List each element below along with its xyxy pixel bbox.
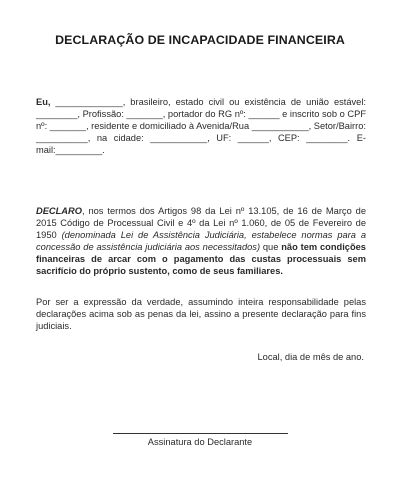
- declaration-paragraph: [36, 205, 366, 278]
- declaration-text-2: que: [260, 242, 282, 253]
- place-date: Local, dia de mês de ano.: [257, 352, 364, 362]
- declaration-bold-text: não tem condições financeiras de arcar com o pagamento das custas processuais sem sacrifício do próprio sustento, como de seus familiares.: [36, 242, 366, 277]
- signature-line: [113, 433, 288, 434]
- responsibility-paragraph: Por ser a expressão da verdade, assumindo inteira responsabilidade pelas declarações acima sob as penas da lei, assino a presente declaração para fins judiciais.: [36, 297, 366, 332]
- identification-text: _____________, brasileiro, estado civil ou existência de união estável: ________, Profissão: _______, portador do RG nº: ______ e inscrito sob o CPF nº: _______, residente e domiciliado à Avenida/Rua ___________, Setor/Bairro: __________, na cidade: ___________, UF: ______, CEP: ________. E-mail:_________.: [36, 97, 366, 156]
- identification-lead: Eu,: [36, 97, 51, 107]
- declaration-lead: DECLARO: [36, 206, 82, 216]
- identification-paragraph: [36, 96, 366, 156]
- declaration-italic-text: (denominada Lei de Assistência Judiciária, estabelece normas para a concessão de assistência judiciária aos necessitados): [36, 230, 366, 253]
- signature-label: Assinatura do Declarante: [147, 437, 253, 447]
- declaration-text-1: , nos termos dos Artigos 98 da Lei nº 13.105, de 16 de Março de 2015 Código de Processual Civil e 4º da Lei nº 1.060, de 05 de Fevereiro de 1950: [36, 206, 366, 241]
- document-title: DECLARAÇÃO DE INCAPACIDADE FINANCEIRA: [55, 33, 345, 47]
